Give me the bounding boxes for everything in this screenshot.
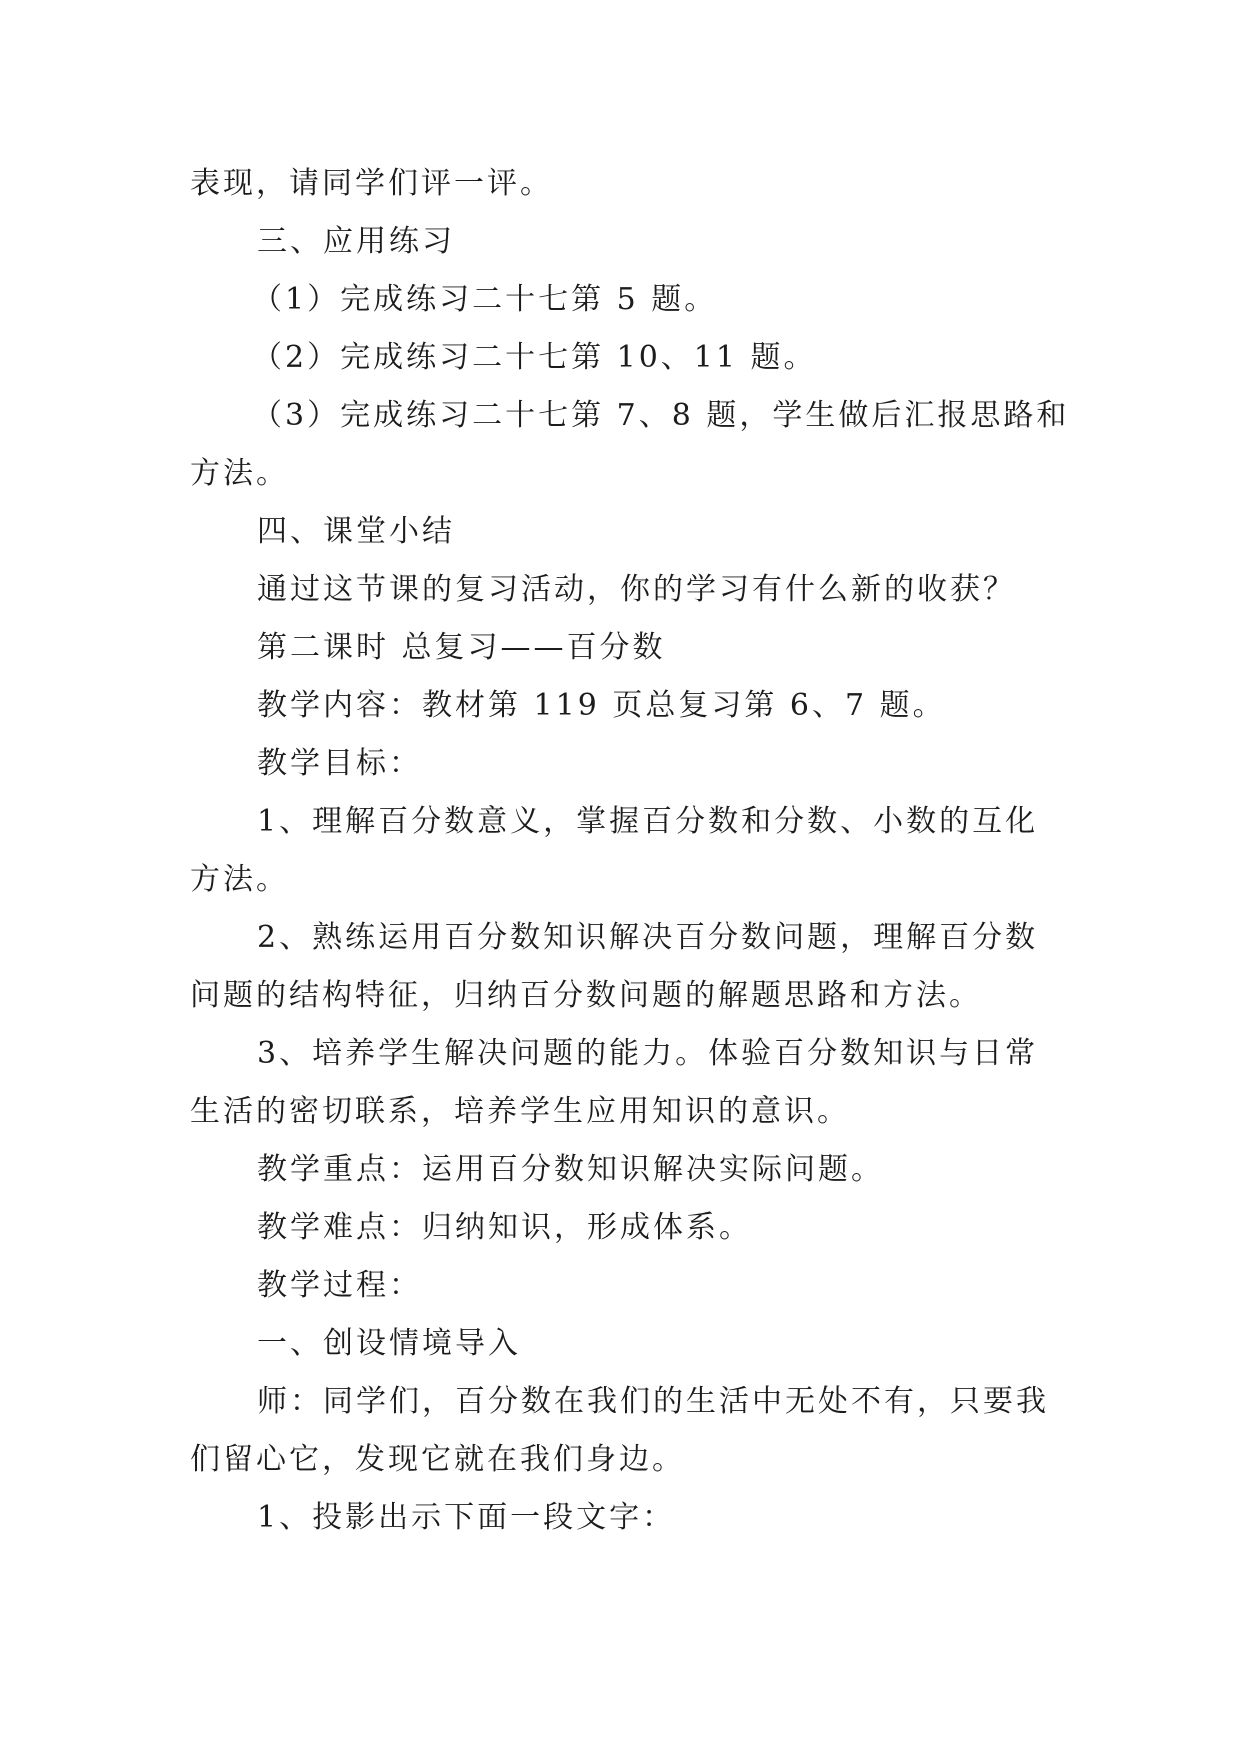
paragraph-line: 3、培养学生解决问题的能力。体验百分数知识与日常 <box>257 1036 1039 1071</box>
paragraph-line: 2、熟练运用百分数知识解决百分数问题，理解百分数 <box>257 920 1039 955</box>
paragraph-line: （1）完成练习二十七第 5 题。 <box>252 282 718 317</box>
paragraph-line: 1、投影出示下面一段文字： <box>257 1500 676 1535</box>
paragraph-line: 教学内容：教材第 119 页总复习第 6、7 题。 <box>257 688 946 723</box>
document-body <box>190 155 1070 1547</box>
paragraph-line: 教学重点：运用百分数知识解决实际问题。 <box>257 1152 884 1187</box>
paragraph-line: 方法。 <box>190 862 289 897</box>
paragraph-line: 方法。 <box>190 456 289 491</box>
paragraph-line: 通过这节课的复习活动，你的学习有什么新的收获？ <box>257 572 1016 607</box>
section-heading-class-summary: 四、课堂小结 <box>257 514 455 549</box>
paragraph-line: 表现，请同学们评一评。 <box>190 166 553 201</box>
paragraph-line: 师：同学们，百分数在我们的生活中无处不有，只要我 <box>257 1384 1049 1419</box>
lesson-title: 第二课时 总复习——百分数 <box>257 630 666 665</box>
section-heading-application-practice: 三、应用练习 <box>257 224 455 259</box>
paragraph-line: 问题的结构特征，归纳百分数问题的解题思路和方法。 <box>190 978 982 1013</box>
paragraph-line: 教学目标： <box>257 746 422 781</box>
paragraph-line: 生活的密切联系，培养学生应用知识的意识。 <box>190 1094 850 1129</box>
paragraph-line: 教学难点：归纳知识，形成体系。 <box>257 1210 752 1245</box>
paragraph-line: 1、理解百分数意义，掌握百分数和分数、小数的互化 <box>257 804 1039 839</box>
paragraph-line: 们留心它，发现它就在我们身边。 <box>190 1442 685 1477</box>
paragraph-line: 教学过程： <box>257 1268 422 1303</box>
section-heading-create-situation: 一、创设情境导入 <box>257 1326 521 1361</box>
paragraph-line: （3）完成练习二十七第 7、8 题，学生做后汇报思路和 <box>252 398 1070 433</box>
paragraph-line: （2）完成练习二十七第 10、11 题。 <box>252 340 817 375</box>
